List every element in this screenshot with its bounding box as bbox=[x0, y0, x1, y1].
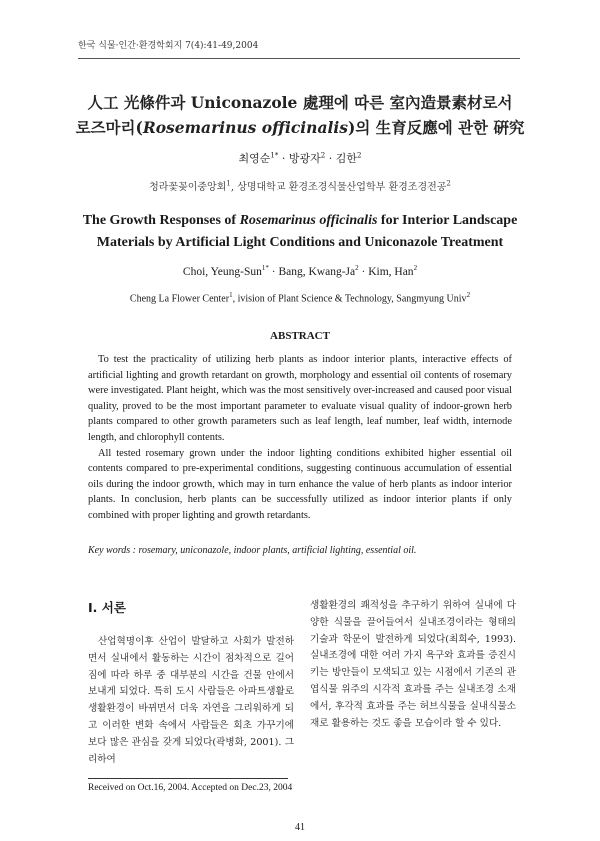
affil-en-2: , ivision of Plant Science & Technology, Sangmyung Univ bbox=[232, 293, 467, 305]
abstract-body bbox=[88, 352, 512, 524]
author-kr-1-sup: 1* bbox=[270, 151, 279, 160]
english-title-line1 bbox=[60, 210, 540, 232]
intro-paragraph-right: 생활환경의 쾌적성을 추구하기 위하여 실내에 다양한 식물을 끌어들여서 실내조경이라는 형태의 기술과 학문이 발전하게 되었다(최희수, 1993). 실내조경에 대한 여러 가지 욕구와 효과를 증진시키는 방안들이 모색되고 있는 시점에서 기존의 관엽식물 위주의 시각적 효과를 주는 실내조경 소재에서, 후각적 효과를 주는 허브식물을 실내식물소재로 활용하는 것도 좋을 모습이라 할 수 있다. bbox=[310, 600, 516, 729]
affil-kr-1: 청라꽃꽂이중앙회 bbox=[149, 182, 227, 193]
korean-title-line1: 人工 光條件과 Uniconazole 處理에 따른 室內造景素材로서 bbox=[87, 93, 513, 112]
korean-title-line2-suffix: )의 生育反應에 관한 硏究 bbox=[347, 118, 525, 137]
author-en-sep: · bbox=[268, 265, 279, 278]
affil-en-2-sup: 2 bbox=[466, 291, 471, 299]
english-title bbox=[60, 210, 540, 254]
page-number: 41 bbox=[295, 822, 305, 833]
korean-title-species: Rosemarinus officinalis bbox=[142, 118, 348, 137]
author-en-3: Kim, Han bbox=[368, 265, 414, 278]
section-title-introduction: Ⅰ. 서론 bbox=[88, 600, 126, 615]
author-en-3-sup: 2 bbox=[413, 264, 418, 272]
author-en-2: Bang, Kwang-Ja bbox=[278, 265, 356, 278]
author-kr-2-sup: 2 bbox=[320, 151, 326, 160]
left-column bbox=[88, 598, 294, 768]
english-authors bbox=[0, 264, 600, 278]
author-kr-3-sup: 2 bbox=[357, 151, 362, 160]
author-kr-3: 김한 bbox=[335, 152, 357, 165]
english-title-species: Rosemarinus officinalis bbox=[239, 213, 378, 228]
korean-affiliation bbox=[0, 178, 600, 193]
author-en-2-sup: 2 bbox=[355, 264, 359, 272]
korean-authors bbox=[0, 150, 600, 166]
keywords: Key words : rosemary, uniconazole, indoor plants, artificial lighting, essential oil. bbox=[88, 545, 417, 556]
affil-kr-1-sup: 1 bbox=[226, 179, 231, 188]
affil-kr-2-sup: 2 bbox=[446, 179, 451, 188]
author-en-sep: · bbox=[358, 265, 369, 278]
affil-en-1: Cheng La Flower Center bbox=[129, 293, 230, 305]
running-header: 한국 식물·인간·환경학회지 7(4):41-49,2004 bbox=[78, 41, 259, 51]
abstract-paragraph-2: All tested rosemary grown under the indoor lighting conditions exhibited higher essential oil contents compared to pre-experimental conditions, suggesting continuous accumulation of essential oils during the indoor growth, which may in turn enhance the value of herb plants as indoor interior plants. In conclusion, herb plants can be successfully utilized as indoor interior plants if only combined with proper lighting and growth retardants. bbox=[88, 447, 512, 521]
korean-title-line2 bbox=[60, 115, 540, 140]
abstract-heading: ABSTRACT bbox=[270, 330, 330, 342]
author-kr-sep: · bbox=[278, 152, 289, 165]
author-kr-sep: · bbox=[325, 152, 336, 165]
received-footnote: Received on Oct.16, 2004. Accepted on Dec.23, 2004 bbox=[88, 783, 293, 793]
author-en-1: Choi, Yeung-Sun bbox=[182, 265, 262, 278]
english-title-prefix: The Growth Responses of bbox=[82, 213, 240, 228]
author-kr-2: 방광자 bbox=[288, 152, 321, 165]
english-affiliation bbox=[0, 291, 600, 304]
affil-en-1-sup: 1 bbox=[229, 291, 233, 299]
author-en-1-sup: 1* bbox=[261, 264, 269, 272]
right-column bbox=[310, 598, 516, 732]
english-title-suffix: for Interior Landscape bbox=[377, 213, 518, 228]
intro-paragraph-left: 산업혁명이후 산업이 발달하고 사회가 발전하면서 실내에서 활동하는 시간이 점차적으로 길어짐에 따라 하루 중 대부분의 시간을 건물 안에서 보내게 되었다. 특히 도시 사람들은 아파트생활로 생활환경이 바뀌면서 더욱 자연을 그리워하게 되고 이러한 변화 속에서 사람들은 회초 가꾸기에 보다 많은 관심을 갖게 되었다(곽병화, 2001). 그리하여 bbox=[88, 636, 294, 765]
footnote-rule bbox=[88, 778, 288, 779]
korean-title bbox=[60, 90, 540, 140]
korean-title-line2-prefix: 로즈마리( bbox=[75, 118, 143, 137]
english-title-line2: Materials by Artificial Light Conditions and Uniconazole Treatment bbox=[96, 235, 504, 250]
author-kr-1: 최영순 bbox=[238, 152, 271, 165]
header-rule bbox=[78, 58, 520, 59]
affil-kr-2: , 상명대학교 환경조경식물산업학부 환경조경전공 bbox=[230, 182, 447, 193]
abstract-paragraph-1: To test the practicality of utilizing herb plants as indoor interior plants, interactive effects of artificial lighting and growth retardant on growth, morphology and essential oil contents of rosemary were investigated. Plant height, which was the most sensitively over-increased and caused poor visual quality, proved to be the most important parameter to evaluate visual quality of indoor-grown herb plants compared to other growth parameters such as leaf length, leaf number, leaf width, internode length, and chlorophyll contents. bbox=[88, 354, 512, 443]
